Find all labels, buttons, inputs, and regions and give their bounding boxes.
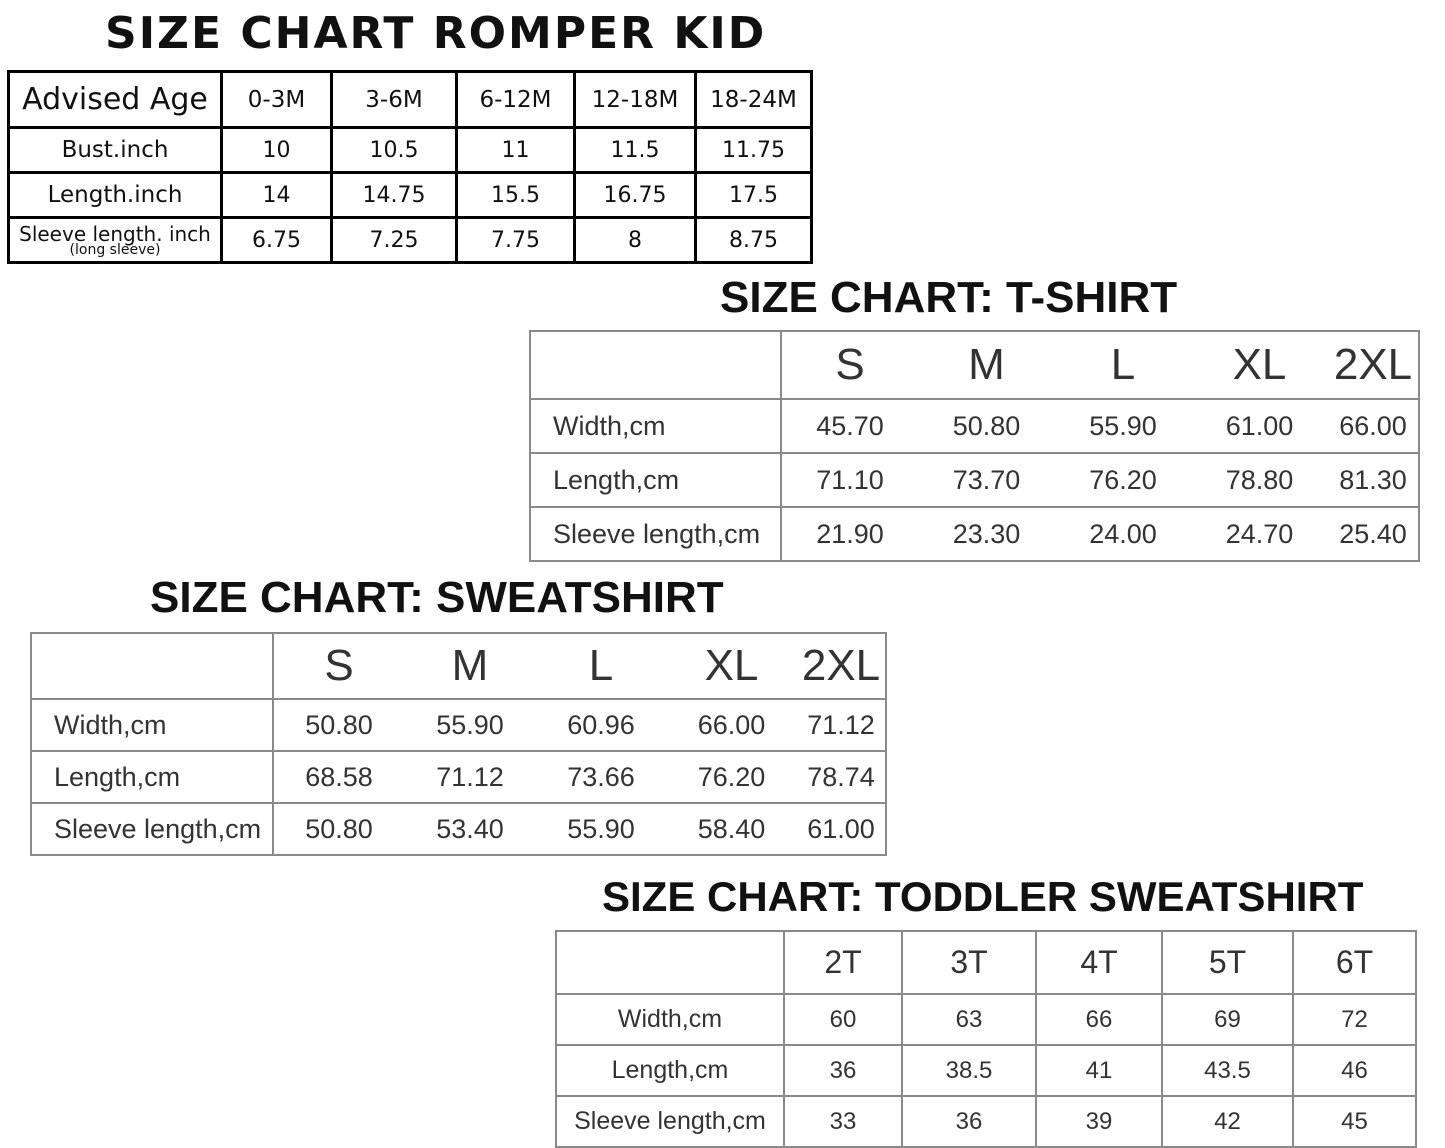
table-cell: 38.5: [902, 1045, 1036, 1096]
table-cell: 78.74: [797, 751, 886, 803]
size-header: M: [404, 633, 536, 699]
table-cell: 61.00: [1191, 399, 1328, 453]
romper-size-table: [7, 70, 813, 264]
table-cell: 45: [1293, 1096, 1416, 1147]
table-cell: 42: [1162, 1096, 1293, 1147]
row-label: Bust.inch: [9, 128, 222, 173]
size-header: S: [273, 633, 404, 699]
table-cell: 73.70: [918, 453, 1055, 507]
table-row: [9, 218, 812, 263]
romper-chart-title: SIZE CHART ROMPER KID: [105, 8, 767, 59]
row-label: Sleeve length,cm: [556, 1096, 784, 1147]
table-cell: 71.10: [781, 453, 918, 507]
table-row: [556, 1096, 1416, 1147]
size-header: 6T: [1293, 931, 1416, 994]
table-cell: 15.5: [457, 173, 575, 218]
size-header: L: [536, 633, 666, 699]
table-header-row: [9, 72, 812, 128]
row-label: Width,cm: [556, 994, 784, 1045]
table-cell: 45.70: [781, 399, 918, 453]
row-label: [9, 218, 222, 263]
table-cell: 41: [1036, 1045, 1162, 1096]
table-cell: 11.75: [696, 128, 812, 173]
table-cell: 58.40: [666, 803, 797, 855]
table-cell: 60.96: [536, 699, 666, 751]
table-row: [31, 751, 886, 803]
toddler-size-table: [555, 930, 1417, 1148]
table-cell: 50.80: [918, 399, 1055, 453]
row-label: Width,cm: [530, 399, 781, 453]
table-cell: 36: [784, 1045, 902, 1096]
table-row: [530, 453, 1419, 507]
table-cell: 11.5: [575, 128, 696, 173]
row-label: Length,cm: [556, 1045, 784, 1096]
size-header: 0-3M: [222, 72, 332, 128]
table-cell: 68.58: [273, 751, 404, 803]
sweatshirt-size-table: [30, 632, 887, 856]
header-label: Advised Age: [9, 72, 222, 128]
table-cell: 63: [902, 994, 1036, 1045]
row-label: Width,cm: [31, 699, 273, 751]
table-cell: 71.12: [404, 751, 536, 803]
table-cell: 8.75: [696, 218, 812, 263]
table-row: [31, 699, 886, 751]
size-header: 6-12M: [457, 72, 575, 128]
table-cell: 17.5: [696, 173, 812, 218]
size-header: 12-18M: [575, 72, 696, 128]
row-label-main: Sleeve length. inch: [19, 222, 211, 246]
table-cell: 23.30: [918, 507, 1055, 561]
table-cell: 16.75: [575, 173, 696, 218]
table-row: [31, 803, 886, 855]
header-blank: [530, 331, 781, 399]
table-cell: 14: [222, 173, 332, 218]
table-cell: 7.75: [457, 218, 575, 263]
table-row: [556, 1045, 1416, 1096]
table-cell: 11: [457, 128, 575, 173]
table-cell: 7.25: [332, 218, 457, 263]
table-cell: 61.00: [797, 803, 886, 855]
table-cell: 81.30: [1328, 453, 1419, 507]
table-cell: 46: [1293, 1045, 1416, 1096]
table-cell: 76.20: [1055, 453, 1191, 507]
size-header: 5T: [1162, 931, 1293, 994]
table-cell: 73.66: [536, 751, 666, 803]
size-header: 3T: [902, 931, 1036, 994]
size-header: M: [918, 331, 1055, 399]
table-cell: 66.00: [1328, 399, 1419, 453]
table-cell: 55.90: [1055, 399, 1191, 453]
table-cell: 43.5: [1162, 1045, 1293, 1096]
table-row: [530, 399, 1419, 453]
table-header-row: [530, 331, 1419, 399]
table-cell: 24.00: [1055, 507, 1191, 561]
table-cell: 10: [222, 128, 332, 173]
table-cell: 60: [784, 994, 902, 1045]
table-cell: 55.90: [404, 699, 536, 751]
size-header: 4T: [1036, 931, 1162, 994]
tshirt-size-table: [529, 330, 1420, 562]
table-cell: 14.75: [332, 173, 457, 218]
table-cell: 25.40: [1328, 507, 1419, 561]
table-cell: 8: [575, 218, 696, 263]
table-header-row: [31, 633, 886, 699]
size-header: S: [781, 331, 918, 399]
table-cell: 78.80: [1191, 453, 1328, 507]
table-cell: 53.40: [404, 803, 536, 855]
table-cell: 55.90: [536, 803, 666, 855]
tshirt-chart-title: SIZE CHART: T-SHIRT: [720, 273, 1178, 322]
size-header: XL: [1191, 331, 1328, 399]
table-cell: 66.00: [666, 699, 797, 751]
row-label: Sleeve length,cm: [530, 507, 781, 561]
row-label: Length,cm: [31, 751, 273, 803]
table-row: [9, 173, 812, 218]
table-cell: 33: [784, 1096, 902, 1147]
size-header: XL: [666, 633, 797, 699]
header-blank: [31, 633, 273, 699]
table-cell: 72: [1293, 994, 1416, 1045]
table-cell: 39: [1036, 1096, 1162, 1147]
table-cell: 50.80: [273, 699, 404, 751]
table-cell: 6.75: [222, 218, 332, 263]
table-cell: 24.70: [1191, 507, 1328, 561]
table-row: [530, 507, 1419, 561]
toddler-chart-title: SIZE CHART: TODDLER SWEATSHIRT: [602, 873, 1364, 920]
table-cell: 71.12: [797, 699, 886, 751]
row-label: Length,cm: [530, 453, 781, 507]
header-blank: [556, 931, 784, 994]
size-header: 3-6M: [332, 72, 457, 128]
sweatshirt-chart-title: SIZE CHART: SWEATSHIRT: [150, 573, 724, 622]
size-header: 2XL: [1328, 331, 1419, 399]
size-header: L: [1055, 331, 1191, 399]
table-cell: 10.5: [332, 128, 457, 173]
row-label: Sleeve length,cm: [31, 803, 273, 855]
table-cell: 76.20: [666, 751, 797, 803]
table-cell: 50.80: [273, 803, 404, 855]
table-header-row: [556, 931, 1416, 994]
row-label: Length.inch: [9, 173, 222, 218]
size-header: 2T: [784, 931, 902, 994]
table-cell: 69: [1162, 994, 1293, 1045]
table-row: [9, 128, 812, 173]
table-cell: 36: [902, 1096, 1036, 1147]
size-header: 2XL: [797, 633, 886, 699]
table-cell: 21.90: [781, 507, 918, 561]
table-row: [556, 994, 1416, 1045]
table-cell: 66: [1036, 994, 1162, 1045]
size-header: 18-24M: [696, 72, 812, 128]
row-label-note: (long sleeve): [69, 242, 161, 258]
